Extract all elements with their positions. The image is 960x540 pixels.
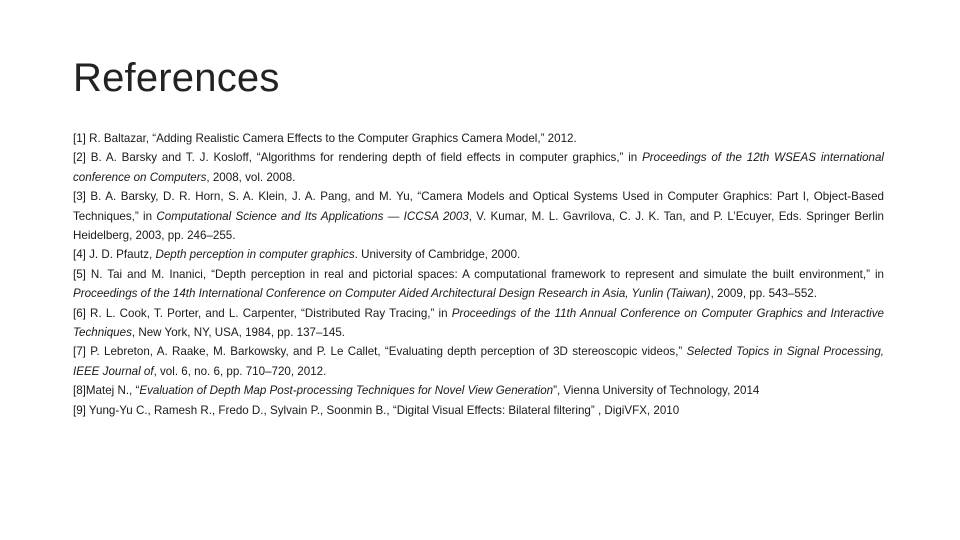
reference-italic: Proceedings of the 11th Annual Conference on Computer Graphics and Interactive Techniques: [73, 306, 884, 340]
reference-item: [73, 381, 884, 400]
reference-tail: . University of Cambridge, 2000.: [354, 248, 521, 262]
reference-item: [73, 304, 884, 343]
reference-italic: Computational Science and Its Applications — ICCSA 2003: [156, 209, 469, 223]
reference-item: [73, 245, 884, 264]
reference-list: [73, 129, 884, 420]
reference-italic: Proceedings of the 14th International Conference on Computer Aided Architectural Design Research in Asia, Yunlin (Taiwan): [73, 287, 711, 301]
reference-text: [5] N. Tai and M. Inanici, “Depth perception in real and pictorial spaces: A computational framework to represent and simulate the built environment,” in: [73, 267, 884, 281]
reference-text: [3] B. A. Barsky, D. R. Horn, S. A. Klein, J. A. Pang, and M. Yu, “Camera Models and Optical Systems Used in Computer Graphics: Part I, Object-Based Techniques,” in: [73, 190, 884, 223]
reference-item: [73, 187, 884, 245]
reference-text: [8]Matej N., “: [73, 384, 140, 398]
reference-italic: Depth perception in computer graphics: [155, 248, 355, 262]
reference-item: [73, 148, 884, 187]
page-title: References: [73, 56, 280, 100]
reference-italic: Proceedings of the 12th WSEAS international conference on Computers: [73, 151, 884, 184]
reference-tail: ”, Vienna University of Technology, 2014: [553, 384, 760, 398]
reference-tail: , 2009, pp. 543–552.: [710, 287, 817, 301]
reference-tail: , 2008, vol. 2008.: [206, 170, 296, 184]
reference-text: [2] B. A. Barsky and T. J. Kosloff, “Algorithms for rendering depth of field effects in computer graphics,” in: [73, 151, 643, 165]
reference-text: [7] P. Lebreton, A. Raake, M. Barkowsky, and P. Le Callet, “Evaluating depth perception of 3D stereoscopic videos,”: [73, 345, 687, 359]
reference-tail: , V. Kumar, M. L. Gavrilova, C. J. K. Tan, and P. L’Ecuyer, Eds. Springer Berlin Heidelberg, 2003, pp. 246–255.: [73, 209, 885, 243]
reference-item: [73, 265, 884, 304]
reference-tail: , New York, NY, USA, 1984, pp. 137–145.: [131, 326, 345, 340]
reference-text: [4] J. D. Pfautz,: [73, 248, 156, 262]
reference-item: [73, 401, 884, 420]
reference-text: [6] R. L. Cook, T. Porter, and L. Carpenter, “Distributed Ray Tracing,” in: [73, 306, 452, 320]
reference-text: [1] R. Baltazar, “Adding Realistic Camera Effects to the Computer Graphics Camera Model,” 2012.: [73, 132, 577, 145]
reference-italic: Evaluation of Depth Map Post-processing Techniques for Novel View Generation: [139, 384, 554, 398]
reference-item: [73, 342, 884, 381]
reference-item: [73, 129, 884, 148]
reference-tail: , vol. 6, no. 6, pp. 710–720, 2012.: [153, 364, 327, 378]
reference-text: [9] Yung-Yu C., Ramesh R., Fredo D., Sylvain P., Soonmin B., “Digital Visual Effects: Bilateral filtering” , DigiVFX, 2010: [73, 403, 680, 417]
reference-italic: Selected Topics in Signal Processing, IEEE Journal of: [73, 345, 884, 378]
